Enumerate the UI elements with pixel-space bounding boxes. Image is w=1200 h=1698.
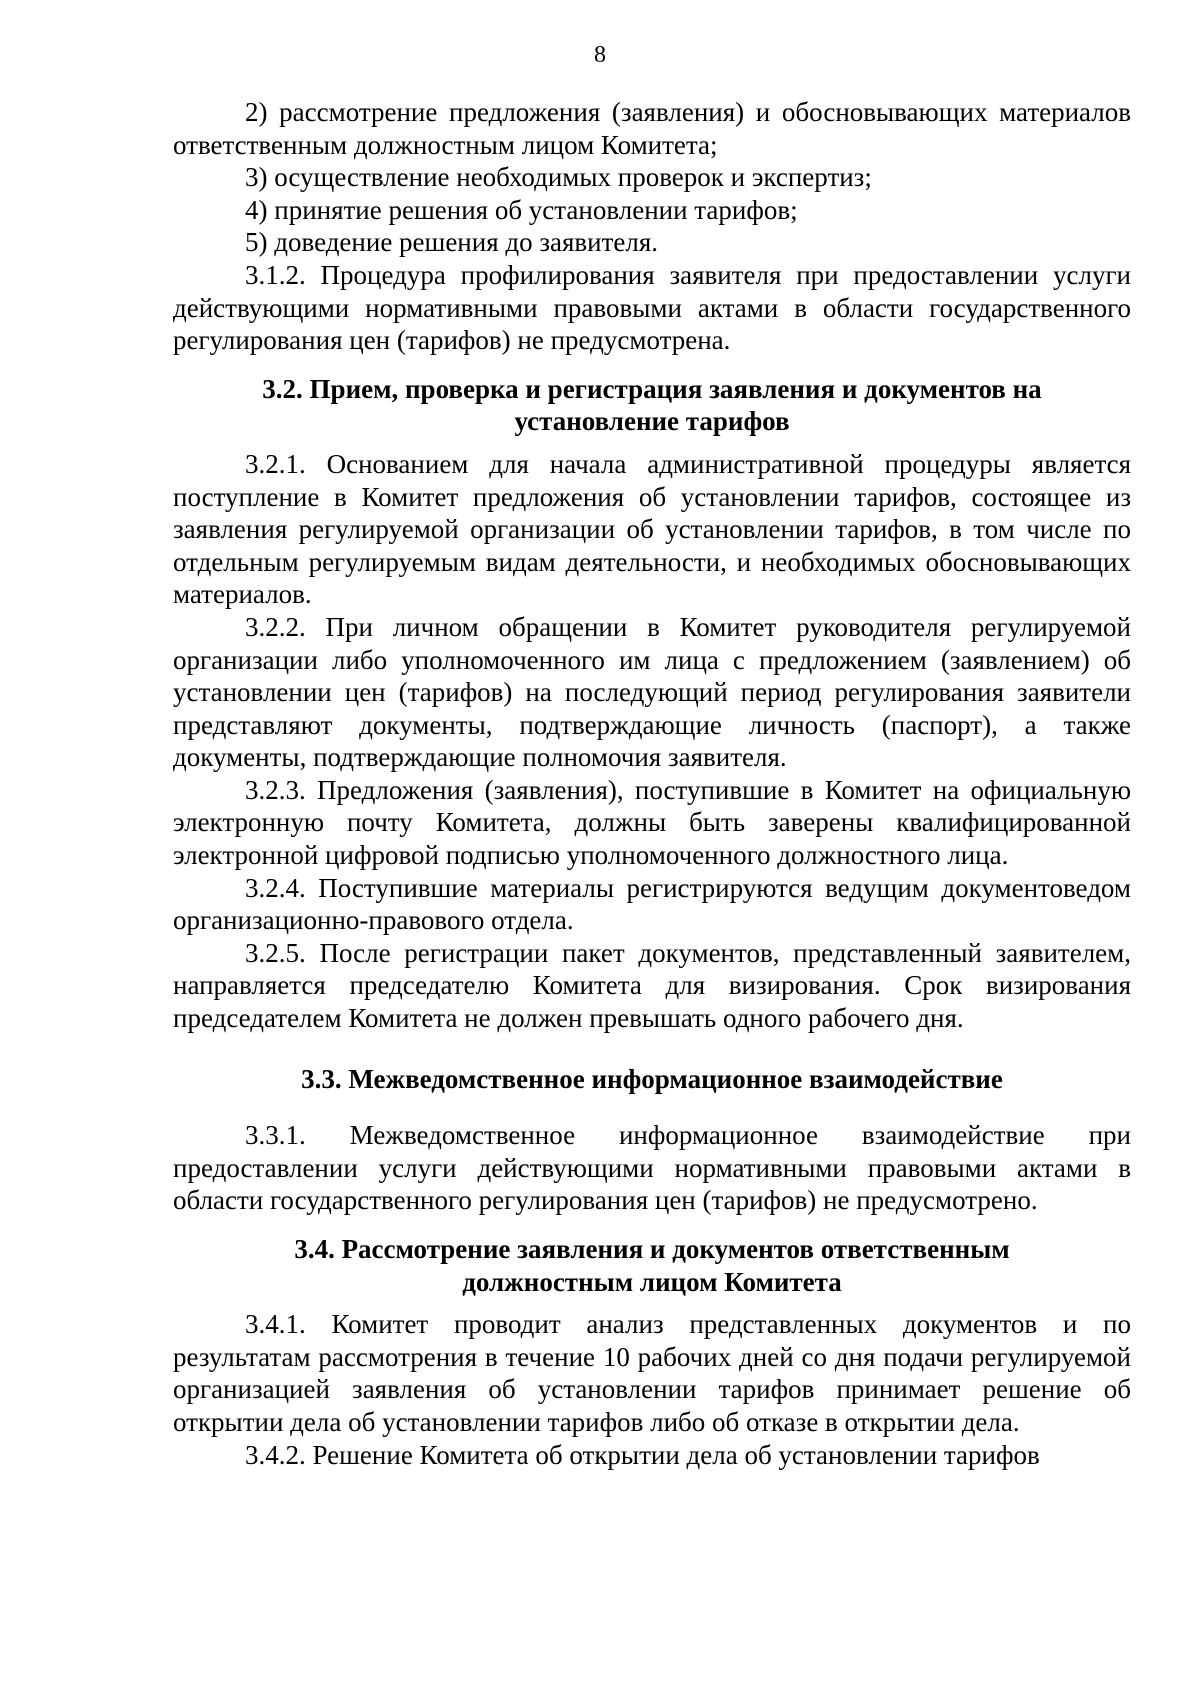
list-item: 4) принятие решения об установлении тарифов; <box>245 194 798 225</box>
paragraph-3-1-2: 3.1.2. Процедура профилирования заявителя при предоставлении услуги действующими нормативными правовыми актами в области государственного регулирования цен (тарифов) не предусмотрена. <box>173 259 1131 356</box>
paragraph-3-4-1: 3.4.1. Комитет проводит анализ представленных документов и по результатам рассмотрения в течение 10 рабочих дней со дня подачи регулируемой организацией заявления об установлении тарифов принимает решение об открытии дела об установлении тарифов либо об отказе в открытии дела. <box>173 1309 1131 1437</box>
list-item: 3) осуществление необходимых проверок и экспертиз; <box>245 162 872 193</box>
document-body <box>173 96 1131 1471</box>
paragraph-3-2-2: 3.2.2. При личном обращении в Комитет руководителя регулируемой организации либо уполномоченного им лица с предложением (заявлением) об установлении цен (тарифов) на последующий период регулирования заявители представляют документы, подтверждающие личность (паспорт), а также документы, подтверждающие полномочия заявителя. <box>173 611 1131 773</box>
paragraph-3-4-2: 3.4.2. Решение Комитета об открытии дела об установлении тарифов <box>245 1439 1040 1470</box>
section-heading-3-3: 3.3. Межведомственное информационное взаимодействие <box>301 1063 1003 1094</box>
paragraph-3-3-1: 3.3.1. Межведомственное информационное взаимодействие при предоставлении услуги действующими нормативными правовыми актами в области государственного регулирования цен (тарифов) не предусмотрено. <box>173 1120 1131 1216</box>
section-heading-3-2: 3.2. Прием, проверка и регистрация заявления и документов на установление тарифов <box>262 373 1042 437</box>
list-item: 5) доведение решения до заявителя. <box>245 227 659 258</box>
section-heading-3-4: 3.4. Рассмотрение заявления и документов ответственным должностным лицом Комитета <box>294 1234 1010 1297</box>
paragraph-3-2-3: 3.2.3. Предложения (заявления), поступившие в Комитет на официальную электронную почту Комитета, должны быть заверены квалифицированной электронной цифровой подписью уполномоченного должностного лица. <box>173 774 1131 871</box>
page-number: 8 <box>594 42 606 68</box>
paragraph-3-2-5: 3.2.5. После регистрации пакет документов, представленный заявителем, направляется председателю Комитета для визирования. Срок визирования председателем Комитета не должен превышать одного рабочего дня. <box>173 937 1131 1034</box>
paragraph-3-2-4: 3.2.4. Поступившие материалы регистрируются ведущим документоведом организационно-правового отдела. <box>173 872 1131 936</box>
paragraph-3-2-1: 3.2.1. Основанием для начала административной процедуры является поступление в Комитет предложения об установлении тарифов, состоящее из заявления регулируемой организации об установлении тарифов, в том числе по отдельным регулируемым видам деятельности, и необходимых обосновывающих материалов. <box>173 448 1131 610</box>
list-item: 2) рассмотрение предложения (заявления) и обосновывающих материалов ответственным должностным лицом Комитета; <box>173 97 1131 160</box>
